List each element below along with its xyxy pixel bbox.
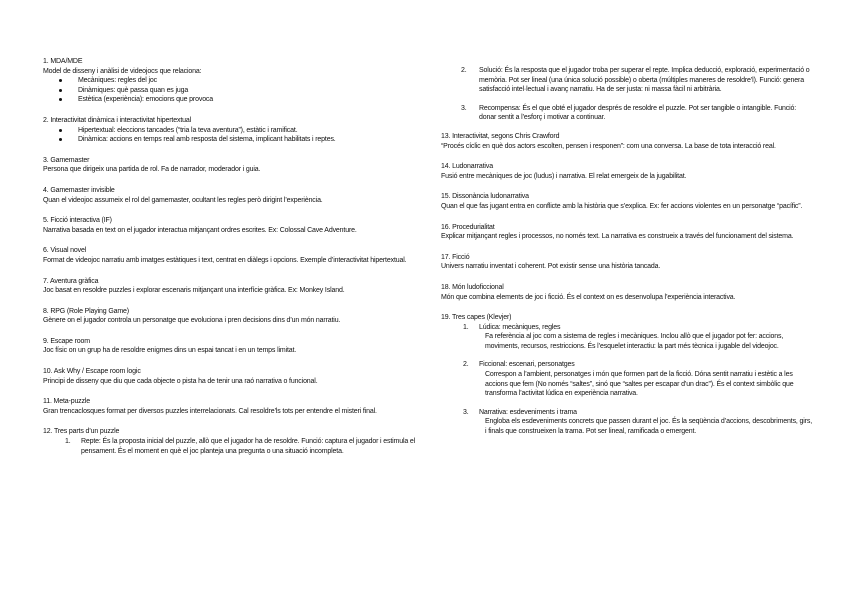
item-number: 2.: [461, 67, 467, 74]
numbered-item: [59, 437, 428, 456]
numbered-item: [457, 408, 813, 437]
continued-list: [441, 66, 813, 123]
section-body: Univers narratiu inventat i coherent. Pot existir sense una història tancada.: [441, 263, 661, 271]
section-title: 10. Ask Why / Escape room logic: [43, 368, 141, 376]
item-number: 3.: [461, 104, 467, 112]
section: [43, 367, 428, 386]
bullet-icon: [59, 79, 62, 82]
section-title: 18. Món ludoficcional: [441, 283, 504, 291]
section-body: Format de videojoc narratiu amb imatges estàtiques i text, centrat en diàlegs i opcions. Exemple d’interactivitat hipertextual.: [43, 256, 407, 264]
numbered-list: [43, 437, 428, 456]
section-body: Model de disseny i anàlisi de videojocs que relaciona:: [43, 67, 202, 75]
section: [43, 246, 428, 265]
section-body: Món que combina elements de joc i ficció. És el context on es desenvolupa l’experiència interactiva.: [441, 293, 736, 301]
item-text: Solució: És la resposta que el jugador troba per superar el repte. Implica deducció, exploració, experimentació o memòria. Pot ser lineal (una única solució possible) o oberta (múltiples maneres de resoldre’l). Funció: genera satisfacció intel·lectual i avanç narratiu. Ha de ser justa: ni massa fàcil ni arbitrària.: [479, 67, 810, 94]
section: [43, 186, 428, 205]
section-body: “Procés cíclic en què dos actors escolten, pensen i responen”: com una conversa. La base de tota interacció real.: [441, 142, 776, 150]
bullet-text: Estètica (experiència): emocions que provoca: [78, 96, 214, 104]
section-title: 16. Procedurialitat: [441, 223, 495, 231]
section-title: 8. RPG (Role Playing Game): [43, 307, 129, 315]
item-title: Narrativa: esdeveniments i trama: [479, 408, 577, 416]
bullet-list: [43, 126, 428, 145]
section: [43, 57, 428, 105]
bullet-item: [59, 86, 428, 96]
section: [441, 313, 813, 437]
section-body: Fusió entre mecàniques de joc (ludus) i narrativa. El relat emergeix de la jugabilitat.: [441, 172, 687, 180]
section-title: 2. Interactivitat dinàmica i interactivitat hipertextual: [43, 116, 192, 124]
section-body: Quan el videojoc assumeix el rol del gamemaster, ocultant les regles però dirigint l’experiència.: [43, 196, 323, 204]
numbered-list: [441, 323, 813, 437]
section-body: Persona que dirigeix una partida de rol. Fa de narrador, moderador i guia.: [43, 166, 261, 174]
section: [43, 397, 428, 416]
bullet-item: [59, 126, 428, 136]
bullet-item: [59, 95, 428, 105]
section: [441, 192, 813, 211]
bullet-text: Dinàmica: accions en temps real amb resposta del sistema, implicant habilitats i reptes.: [78, 136, 336, 144]
section-title: 7. Aventura gràfica: [43, 277, 99, 285]
section: [43, 156, 428, 175]
item-text: Recompensa: És el que obté el jugador després de resoldre el puzzle. Pot ser tangible o intangible. Funció: donar sentit a l’esforç i motivar a continuar.: [479, 104, 797, 122]
section-title: 5. Ficció interactiva (IF): [43, 217, 112, 225]
bullet-icon: [59, 138, 62, 141]
section: [43, 116, 428, 145]
section: [441, 253, 813, 272]
numbered-item: [441, 104, 813, 123]
section: [43, 337, 428, 356]
section-body: Joc basat en resoldre puzzles i explorar escenaris mitjançant una interfície gràfica. Ex: Monkey Island.: [43, 287, 345, 295]
item-number: 1.: [65, 438, 71, 446]
section-title: 9. Escape room: [43, 337, 90, 345]
numbered-item: [457, 360, 813, 398]
section: [441, 132, 813, 151]
section-title: 12. Tres parts d’un puzzle: [43, 428, 120, 436]
left-column: [43, 57, 428, 467]
section-title: 11. Meta-puzzle: [43, 398, 91, 406]
section-title: 17. Ficció: [441, 253, 470, 261]
bullet-text: Dinàmiques: què passa quan es juga: [78, 86, 189, 94]
item-text: Repte: És la proposta inicial del puzzle, allò que el jugador ha de resoldre. Funció: captura el jugador i estimula el pensament. És el moment en què el joc planteja una pregunta o una situació incompleta.: [81, 438, 416, 455]
section-title: 1. MDA/MDE: [43, 58, 83, 65]
bullet-text: Mecàniques: regles del joc: [78, 77, 157, 85]
numbered-item: [441, 66, 813, 95]
section: [441, 162, 813, 181]
section-body: Gènere on el jugador controla un personatge que evoluciona i pren decisions dins d’un món narratiu.: [43, 317, 341, 325]
section-title: 4. Gamemaster invisible: [43, 186, 115, 194]
right-column: [441, 66, 813, 448]
item-text: Engloba els esdeveniments concrets que passen durant el joc. És la seqüència d’accions, descobriments, girs, i finals que construeixen la trama. Pot ser lineal, ramificada o emergent.: [485, 418, 812, 436]
section: [43, 307, 428, 326]
section-body: Principi de disseny que diu que cada objecte o pista ha de tenir una raó narrativa o funcional.: [43, 377, 318, 385]
item-text: Fa referència al joc com a sistema de regles i mecàniques. Inclou allò que el jugador pot fer: accions, moviments, recursos, restriccions. És l’esquelet interactiu: la part més tècnica i jugable del videojoc.: [485, 333, 784, 350]
item-title: Lúdica: mecàniques, regles: [479, 323, 561, 331]
bullet-icon: [59, 129, 62, 132]
section: [43, 216, 428, 235]
item-number: 2.: [463, 361, 469, 369]
section-body: Explicar mitjançant regles i processos, no només text. La narrativa es construeix a través del funcionament del sistema.: [441, 233, 794, 241]
bullet-item: [59, 76, 428, 86]
section-body: Quan el que fas jugant entra en conflicte amb la història que s’explica. Ex: fer accions violentes en un personatge “pacífic”.: [441, 202, 803, 210]
item-number: 3.: [463, 408, 469, 416]
numbered-item: [457, 323, 813, 352]
section-title: 13. Interactivitat, segons Chris Crawford: [441, 132, 560, 140]
section-title: 15. Dissonància ludonarrativa: [441, 193, 529, 201]
section-title: 14. Ludonarrativa: [441, 163, 493, 171]
section-title: 19. Tres capes (Klevjer): [441, 314, 512, 322]
section: [441, 223, 813, 242]
section: [43, 277, 428, 296]
bullet-item: [59, 135, 428, 145]
item-title: Ficcional: escenari, personatges: [479, 361, 575, 369]
section-body: Narrativa basada en text on el jugador interactua mitjançant ordres escrites. Ex: Colossal Cave Adventure.: [43, 226, 357, 234]
item-number: 1.: [463, 323, 469, 331]
section-body: Gran trencaclosques format per diversos puzzles interrelacionats. Cal resoldre’ls tots per entendre el misteri final.: [43, 407, 377, 415]
section: [441, 283, 813, 302]
section-title: 6. Visual novel: [43, 247, 87, 255]
section: [43, 427, 428, 456]
bullet-list: [43, 76, 428, 105]
bullet-text: Hipertextual: eleccions tancades (“tria la teva aventura”), estàtic i ramificat.: [78, 126, 298, 134]
section-title: 3. Gamemaster: [43, 156, 90, 164]
item-text: Correspon a l’ambient, personatges i món que formen part de la ficció. Dóna sentit narratiu i estètic a les accions que fem (No només “saltes”, sinó que “saltes per escapar d’un drac”). És el context simbòlic que transforma l’activitat lúdica en experiència narrativa.: [485, 371, 794, 398]
bullet-icon: [59, 98, 62, 101]
section-body: Joc físic on un grup ha de resoldre enigmes dins un espai tancat i en un temps limitat.: [43, 347, 297, 355]
bullet-icon: [59, 89, 62, 92]
